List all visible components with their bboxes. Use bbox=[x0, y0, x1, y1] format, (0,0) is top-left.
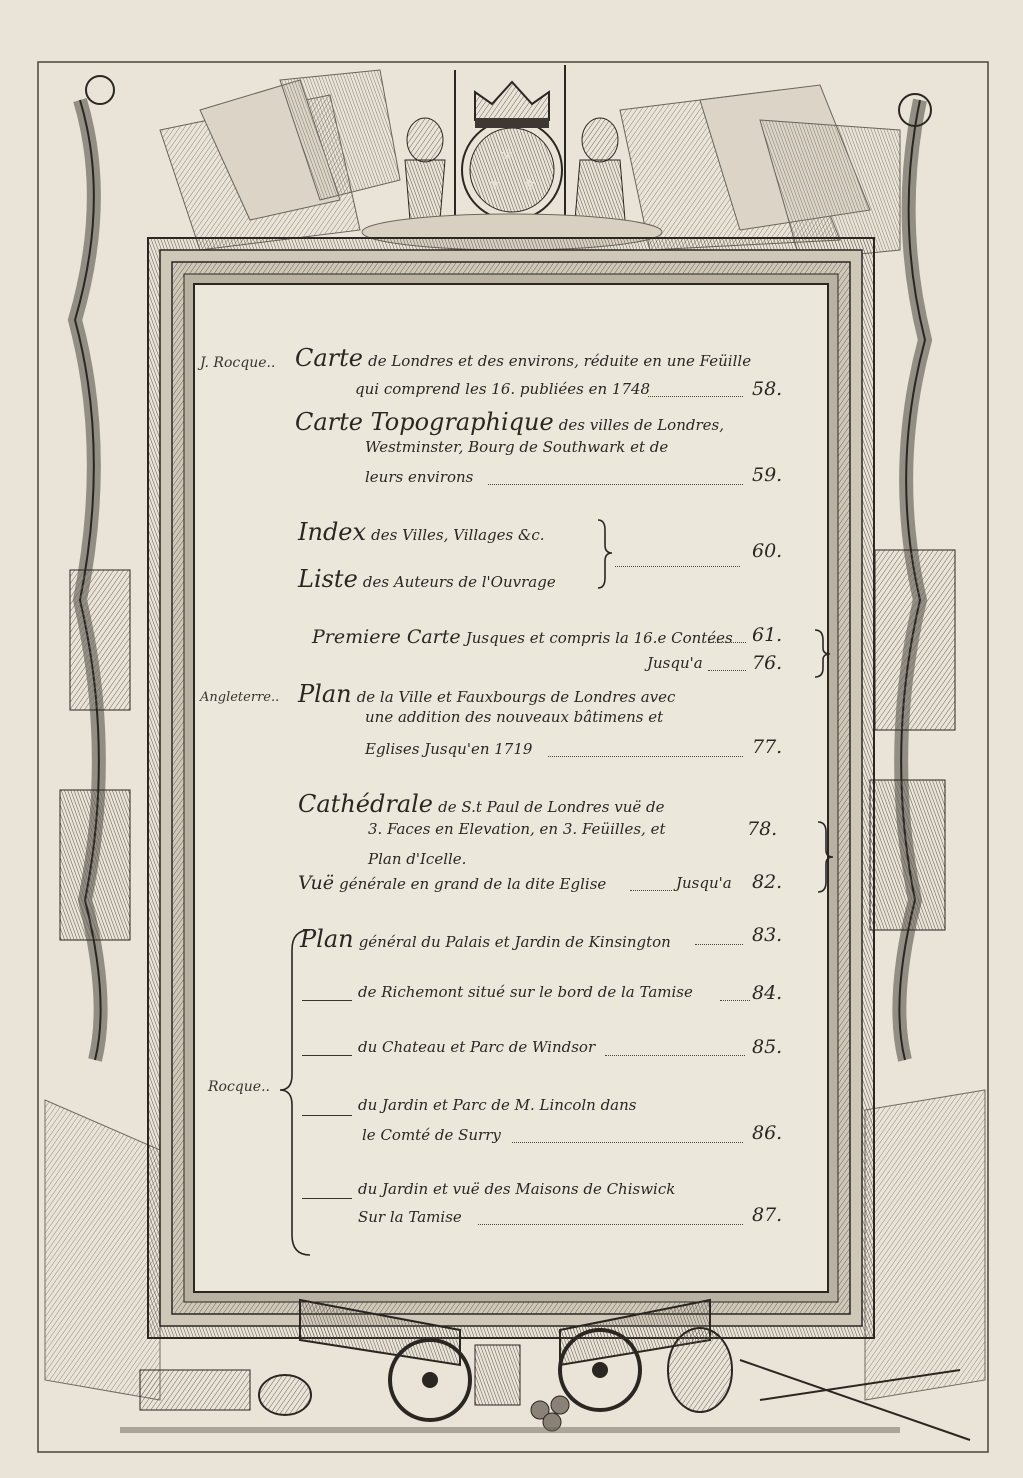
margin-note-rocque: Rocque.. bbox=[208, 1079, 270, 1095]
entry-77-line-1 bbox=[298, 680, 675, 708]
entry-head: Carte Topographique bbox=[295, 408, 554, 436]
leader-dots bbox=[708, 642, 746, 643]
ditto-dash bbox=[302, 1115, 352, 1116]
entry-86-line-1: du Jardin et Parc de M. Lincoln dans bbox=[358, 1096, 637, 1114]
leader-dots bbox=[488, 484, 743, 485]
leader-dots bbox=[615, 566, 740, 567]
entry-83-line bbox=[300, 925, 671, 953]
leader-dots bbox=[708, 670, 746, 671]
entry-head: Index bbox=[298, 518, 367, 546]
entry-text: de S.t Paul de Londres vuë de bbox=[438, 798, 665, 816]
svg-text:⚜: ⚜ bbox=[500, 145, 515, 164]
entry-59-line-3: leurs environs bbox=[365, 468, 474, 486]
entry-78-line-2: 3. Faces en Elevation, en 3. Feüilles, et bbox=[368, 820, 666, 838]
picture-frame bbox=[148, 238, 874, 1338]
left-trophy-column-icon bbox=[60, 76, 130, 1060]
entry-text: des Auteurs de l'Ouvrage bbox=[362, 573, 556, 591]
entry-head: Cathédrale bbox=[298, 790, 433, 818]
entry-87-line-1: du Jardin et vuë des Maisons de Chiswick bbox=[358, 1180, 676, 1198]
leader-dots bbox=[695, 944, 743, 945]
entry-61-line-1 bbox=[312, 626, 733, 648]
leader-dots bbox=[720, 1000, 750, 1001]
page-number-83: 83. bbox=[752, 924, 783, 946]
entry-text: de Londres et des environs, réduite en une Feüille bbox=[368, 352, 752, 370]
svg-text:⚜: ⚜ bbox=[488, 175, 503, 194]
ditto-dash bbox=[302, 1000, 352, 1001]
soldier-figure-icon bbox=[405, 70, 455, 235]
entry-60-line-1 bbox=[298, 518, 545, 546]
entry-58-line-2: qui comprend les 16. publiées en 1748 bbox=[355, 380, 651, 398]
svg-text:⚜: ⚜ bbox=[522, 175, 537, 194]
entry-59-line-2: Westminster, Bourg de Southwark et de bbox=[365, 438, 669, 456]
leader-dots bbox=[512, 1142, 743, 1143]
entry-text: Jusques et compris la 16.e Contées bbox=[465, 629, 733, 647]
entry-head: Liste bbox=[298, 565, 358, 593]
entry-text: des villes de Londres, bbox=[558, 416, 724, 434]
entry-59-line-1 bbox=[295, 408, 724, 436]
entry-head: Plan bbox=[298, 680, 352, 708]
flags-right-icon bbox=[620, 85, 900, 260]
entry-text: général du Palais et Jardin de Kinsington bbox=[358, 933, 671, 951]
entry-76-line: Jusqu'a bbox=[647, 654, 703, 672]
page-number-61: 61. bbox=[752, 624, 783, 646]
page-number-86: 86. bbox=[752, 1122, 783, 1144]
page-number-82: 82. bbox=[752, 871, 783, 893]
page-number-84: 84. bbox=[752, 982, 783, 1004]
entry-text: générale en grand de la dite Eglise bbox=[339, 875, 607, 893]
page-number-76: 76. bbox=[752, 652, 783, 674]
entry-87-line-2: Sur la Tamise bbox=[358, 1208, 462, 1226]
entry-78-line-1 bbox=[298, 790, 665, 818]
entry-60-line-2 bbox=[298, 565, 556, 593]
entry-58-line-1 bbox=[295, 344, 751, 372]
page-number-85: 85. bbox=[752, 1036, 783, 1058]
leader-dots bbox=[648, 396, 743, 397]
ditto-dash bbox=[302, 1198, 352, 1199]
page-number-58: 58. bbox=[752, 378, 783, 400]
minerva-figure-icon bbox=[565, 65, 625, 235]
leader-dots bbox=[605, 1055, 745, 1056]
page-number-59: 59. bbox=[752, 464, 783, 486]
entry-77-line-3: Eglises Jusqu'en 1719 bbox=[365, 740, 533, 758]
entry-head: Vuë bbox=[298, 872, 334, 894]
crown-shield-icon bbox=[462, 82, 562, 220]
entry-85-line: du Chateau et Parc de Windsor bbox=[358, 1038, 596, 1056]
page-number-78: 78. bbox=[747, 818, 778, 840]
entry-84-line: de Richemont situé sur le bord de la Tamise bbox=[358, 983, 693, 1001]
margin-note-angleterre: Angleterre.. bbox=[200, 690, 280, 705]
entry-82-tail: Jusqu'a bbox=[676, 874, 732, 892]
entry-82-line bbox=[298, 872, 606, 894]
entry-head: Plan bbox=[300, 925, 354, 953]
ditto-dash bbox=[302, 1055, 352, 1056]
entry-text: des Villes, Villages &c. bbox=[371, 526, 545, 544]
entry-77-line-2: une addition des nouveaux bâtimens et bbox=[365, 708, 664, 726]
entry-head: Premiere Carte bbox=[312, 626, 461, 648]
leader-dots bbox=[548, 756, 743, 757]
margin-note-j-rocque: J. Rocque.. bbox=[200, 355, 276, 371]
entry-text: de la Ville et Fauxbourgs de Londres avec bbox=[356, 688, 676, 706]
leader-dots bbox=[630, 890, 672, 891]
entry-head: Carte bbox=[295, 344, 363, 372]
entry-86-line-2: le Comté de Surry bbox=[362, 1126, 501, 1144]
page-number-77: 77. bbox=[752, 736, 783, 758]
page-number-60: 60. bbox=[752, 540, 783, 562]
entry-78-line-3: Plan d'Icelle. bbox=[368, 850, 467, 868]
leader-dots bbox=[478, 1224, 743, 1225]
page-number-87: 87. bbox=[752, 1204, 783, 1226]
flags-left-icon bbox=[160, 70, 400, 250]
